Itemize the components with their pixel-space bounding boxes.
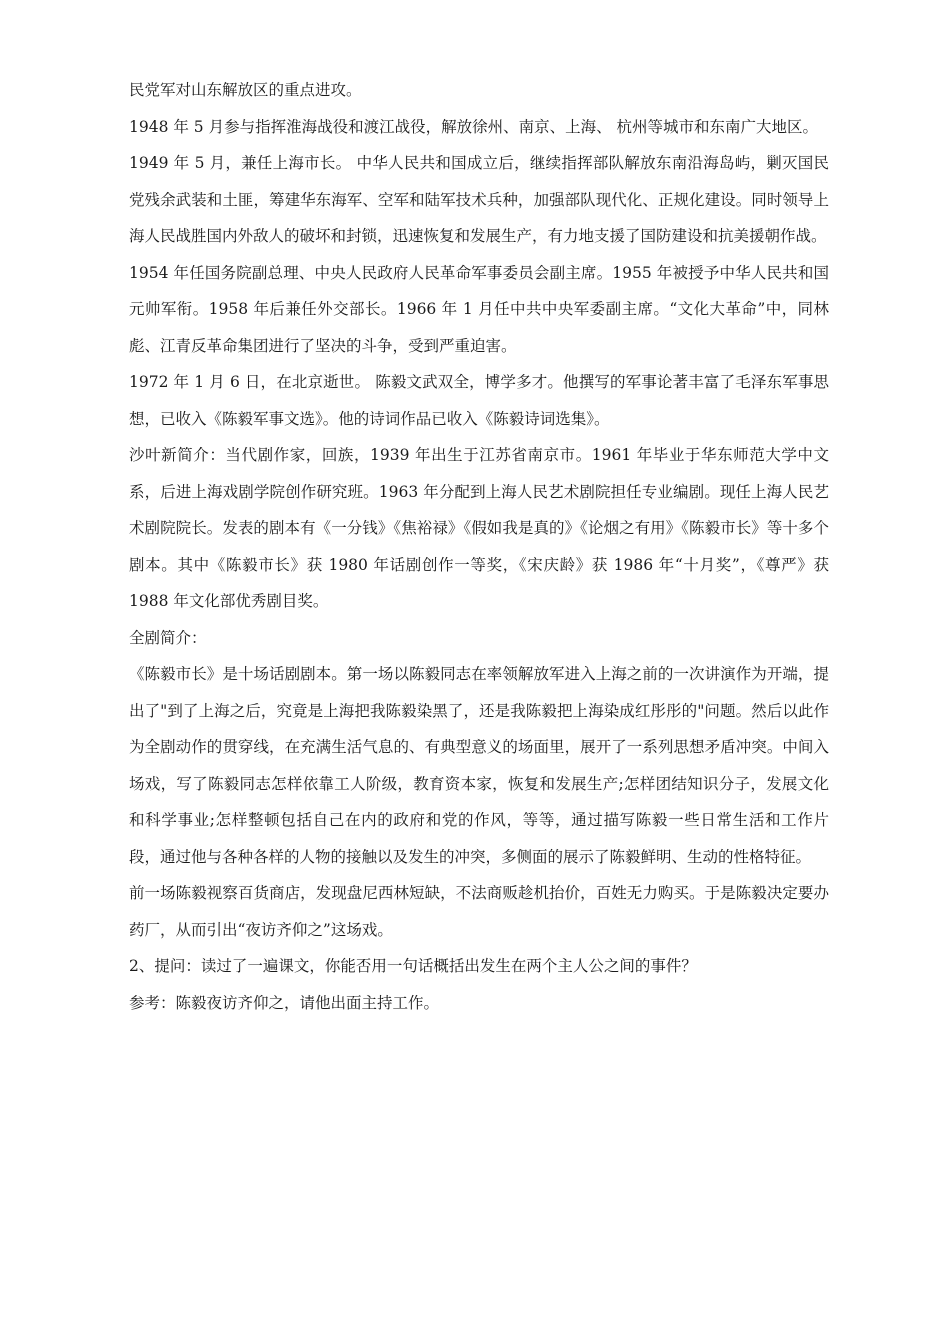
paragraph-question: 2、提问：读过了一遍课文，你能否用一句话概括出发生在两个主人公之间的事件？ (129, 957, 697, 975)
document-page (129, 72, 829, 1021)
paragraph-1949: 1949 年 5 月，兼任上海市长。 中华人民共和国成立后，继续指挥部队解放东南沿海岛屿，剿灭国民党残余武装和土匪，筹建华东海军、空军和陆军技术兵种，加强部队现代化、正规化建设。同时领导上海人民战胜国内外敌人的破坏和封锁，迅速恢复和发展生产，有力地支援了国防建设和抗美援朝作战。 (129, 154, 829, 245)
paragraph-1954: 1954 年任国务院副总理、中央人民政府人民革命军事委员会副主席。1955 年被授予中华人民共和国元帅军衔。1958 年后兼任外交部长。1966 年 1 月任中共中央军委副主席。“文化大革命”中，同林彪、江青反革命集团进行了坚决的斗争，受到严重迫害。 (129, 263, 829, 355)
paragraph-1948: 1948 年 5 月参与指挥淮海战役和渡江战役，解放徐州、南京、上海、 杭州等城市和东南广大地区。 (129, 117, 819, 136)
paragraph-previous-scene: 前一场陈毅视察百货商店，发现盘尼西林短缺，不法商贩趁机抬价，百姓无力购买。于是陈毅决定要办药厂，从而引出“夜访齐仰之”这场戏。 (129, 884, 829, 939)
paragraph-reference-answer: 参考：陈毅夜访齐仰之，请他出面主持工作。 (129, 993, 440, 1012)
paragraph-play-intro-heading: 全剧简介： (129, 628, 207, 647)
paragraph-author-intro: 沙叶新简介：当代剧作家，回族，1939 年出生于江苏省南京市。1961 年毕业于华东师范大学中文系，后进上海戏剧学院创作研究班。1963 年分配到上海人民艺术剧院担任专业编剧。现任上海人民艺术剧院院长。发表的剧本有《一分钱》《焦裕禄》《假如我是真的》《论烟之有用》《陈毅市长》等十多个剧本。其中《陈毅市长》获 1980 年话剧创作一等奖，《宋庆龄》获 1986 年“十月奖”，《尊严》获 1988 年文化部优秀剧目奖。 (129, 446, 829, 610)
paragraph-play-summary: 《陈毅市长》是十场话剧剧本。第一场以陈毅同志在率领解放军进入上海之前的一次讲演作为开端，提出了"到了上海之后，究竟是上海把我陈毅染黑了，还是我陈毅把上海染成红彤彤的"问题。然后以此作为全剧动作的贯穿线，在充满生活气息的、有典型意义的场面里，展开了一系列思想矛盾冲突。中间入场戏，写了陈毅同志怎样依靠工人阶级，教育资本家，恢复和发展生产;怎样团结知识分子，发展文化和科学事业;怎样整顿包括自己在内的政府和党的作风，等等，通过描写陈毅一些日常生活和工作片段，通过他与各种各样的人物的接触以及发生的冲突，多侧面的展示了陈毅鲜明、生动的性格特征。 (129, 665, 829, 866)
paragraph-offensive-end: 民党军对山东解放区的重点进攻。 (129, 81, 362, 99)
paragraph-1972: 1972 年 1 月 6 日，在北京逝世。 陈毅文武双全，博学多才。他撰写的军事论著丰富了毛泽东军事思想，已收入《陈毅军事文选》。他的诗词作品已收入《陈毅诗词选集》。 (129, 373, 829, 428)
